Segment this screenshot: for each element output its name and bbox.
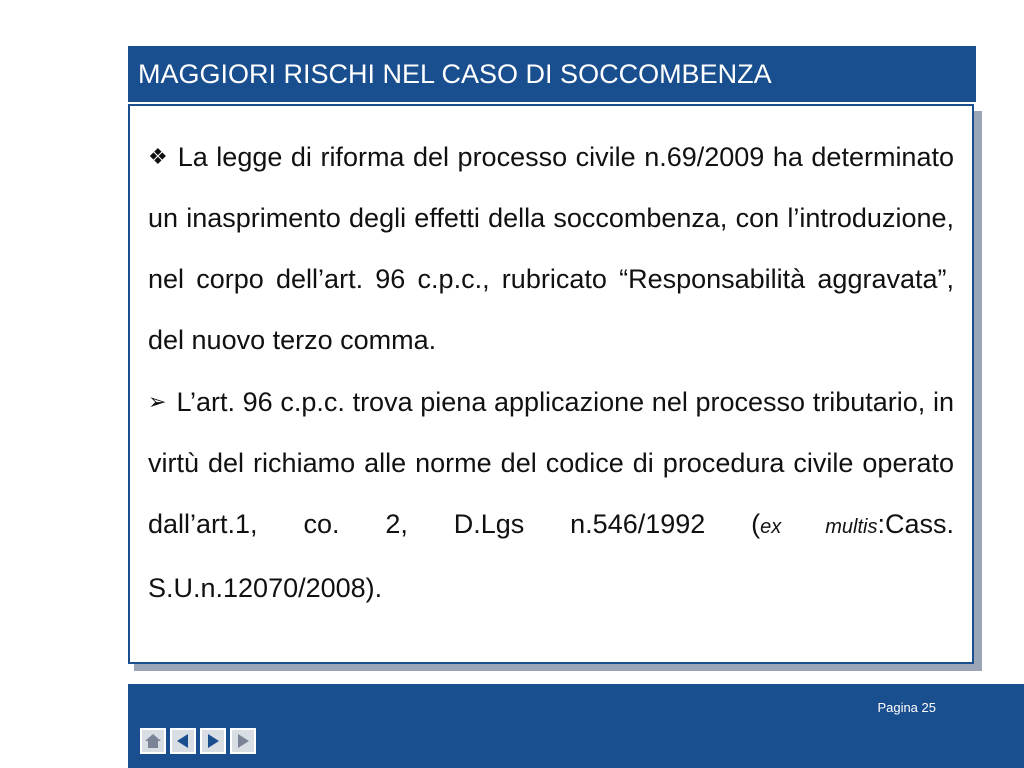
back-button[interactable] [170,728,196,754]
back-arrow-icon [174,732,192,750]
arrow-bullet-icon: ➢ [148,389,167,414]
forward-button[interactable] [200,728,226,754]
paragraph-2-text-end: :Cass. S.U.n.12070/2008). [148,509,954,603]
paragraph-2 [148,371,954,619]
title-bar [128,46,976,102]
end-button[interactable] [230,728,256,754]
content-box [128,104,974,664]
paragraph-1 [148,126,954,371]
paragraph-2-text: L’art. 96 c.p.c. trova piena applicazione nel processo tributario, in virtù del richiamo alle norme del codice di procedura civile operato dall’art.1, co. 2, D.Lgs n.546/1992 ( [148,387,954,539]
paragraph-2-italic: ex multis [760,516,878,538]
navigation-buttons [140,728,256,754]
home-button[interactable] [140,728,166,754]
page-number: Pagina 25 [877,700,936,715]
diamond-bullet-icon: ❖ [148,144,168,169]
home-icon [144,732,162,750]
slide-title: MAGGIORI RISCHI NEL CASO DI SOCCOMBENZA [138,58,772,89]
forward-arrow-icon [204,732,222,750]
end-arrow-icon [234,732,252,750]
footer-bar [128,684,1024,768]
paragraph-1-text: La legge di riforma del processo civile n.69/2009 ha determinato un inasprimento degli effetti della soccombenza, con l’introduzione, nel corpo dell’art. 96 c.p.c., rubricato “Responsabilità aggravata”, del nuovo terzo comma. [148,142,954,355]
